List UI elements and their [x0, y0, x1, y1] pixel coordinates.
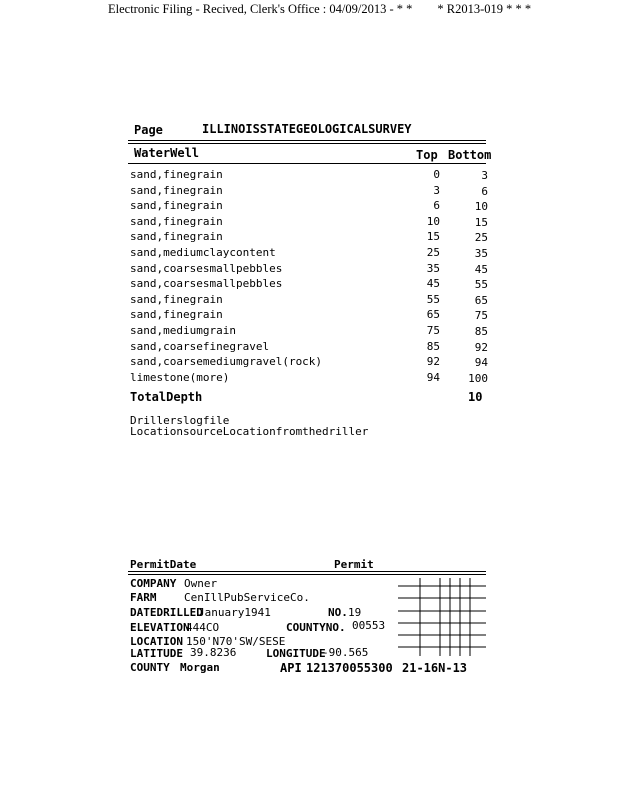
log-row-bottom: 45 — [474, 262, 488, 276]
section-label: WaterWell — [134, 146, 200, 160]
total-depth-value: 10 — [468, 390, 483, 404]
company-label: COMPANY — [130, 577, 177, 590]
col-top-header: Top — [416, 148, 438, 162]
log-row-top: 85 — [426, 339, 440, 353]
log-row-bottom: 100 — [468, 371, 488, 385]
permit-rule-top — [128, 571, 486, 572]
county-label: COUNTY — [130, 661, 170, 674]
header-rule-top — [128, 140, 486, 141]
longitude-label: LONGITUDE — [266, 647, 326, 660]
log-row-top: 75 — [426, 324, 440, 337]
log-row-top: 94 — [426, 370, 440, 384]
log-row-bottom: 92 — [474, 340, 488, 354]
log-row-desc: sand,coarsemediumgravel(rock) — [130, 355, 323, 369]
company-value: Owner — [184, 577, 218, 590]
date-drilled-label: DATEDRILLED — [130, 606, 203, 619]
log-row-desc: sand,finegrain — [130, 308, 223, 322]
log-row-top: 92 — [426, 355, 440, 369]
permit-date-label: PermitDate — [130, 558, 197, 571]
log-row-top: 55 — [426, 292, 440, 306]
log-row-bottom: 10 — [474, 200, 488, 214]
log-row-desc: sand,coarsesmallpebbles — [130, 261, 283, 275]
log-row-desc: sand,finegrain — [130, 230, 223, 244]
date-drilled-value: January1941 — [198, 606, 271, 619]
log-row-bottom: 35 — [474, 247, 488, 260]
permit-rule-bottom — [128, 574, 486, 575]
drillers-log: Drillerslogfile — [130, 414, 230, 427]
column-rule — [128, 163, 486, 164]
log-row-bottom: 3 — [481, 169, 488, 182]
log-row-bottom: 85 — [474, 325, 488, 338]
agency-title: ILLINOISSTATEGEOLOGICALSURVEY — [202, 122, 412, 136]
log-row-bottom: 94 — [474, 356, 488, 370]
log-row-desc: limestone(more) — [130, 370, 230, 384]
log-row-bottom: 15 — [474, 215, 488, 229]
permit-label: Permit — [334, 558, 374, 571]
total-depth-label: TotalDepth — [130, 390, 203, 404]
log-row-desc: sand,finegrain — [130, 292, 223, 306]
latitude-value: 39.8236 — [190, 646, 237, 659]
log-row-desc: sand,mediumclaycontent — [130, 246, 276, 259]
farm-value: CenIllPubServiceCo. — [184, 591, 310, 604]
log-row-desc: sand,coarsefinegravel — [130, 339, 270, 353]
api-value: 121370055300 — [306, 661, 393, 675]
county-no-value: 00553 — [352, 619, 386, 632]
no-label: NO. — [328, 606, 348, 619]
log-row-bottom: 65 — [474, 293, 488, 307]
log-row-top: 65 — [426, 308, 440, 322]
location-label: LOCATION — [130, 635, 183, 648]
log-row-top: 25 — [426, 246, 440, 259]
log-row-top: 35 — [426, 261, 440, 275]
log-row-bottom: 25 — [474, 231, 488, 245]
log-row-desc: sand,finegrain — [130, 199, 223, 213]
log-row-top: 3 — [433, 183, 440, 197]
elevation-value: 444CO — [186, 621, 220, 634]
farm-label: FARM — [130, 591, 157, 604]
latitude-label: LATITUDE — [130, 647, 183, 660]
log-row-bottom: 75 — [474, 309, 488, 323]
longitude-value: -90.565 — [322, 646, 369, 659]
api-label: API — [280, 661, 302, 675]
log-row-bottom: 55 — [474, 278, 488, 292]
log-row-desc: sand,finegrain — [130, 168, 223, 181]
log-row-bottom: 6 — [481, 184, 488, 198]
township-range: 21-16N-13 — [402, 661, 468, 675]
county-no-label: COUNTYNO. — [286, 621, 346, 634]
log-row-top: 15 — [426, 230, 440, 244]
location-value: 150'N70'SW/SESE — [186, 635, 286, 648]
section-grid — [398, 578, 486, 656]
log-row-top: 10 — [426, 214, 440, 228]
location-source: LocationsourceLocationfromthedriller — [130, 425, 369, 438]
no-value: 19 — [348, 606, 362, 619]
county-value: Morgan — [180, 661, 220, 674]
log-row-desc: sand,coarsesmallpebbles — [130, 277, 283, 291]
elevation-label: ELEVATION — [130, 621, 190, 634]
log-row-desc: sand,mediumgrain — [130, 324, 236, 337]
header-rule-bottom — [128, 143, 486, 144]
log-row-desc: sand,finegrain — [130, 183, 223, 197]
page-label: Page — [134, 123, 163, 137]
log-row-top: 45 — [426, 277, 440, 291]
log-row-top: 0 — [433, 168, 440, 181]
log-row-desc: sand,finegrain — [130, 214, 223, 228]
electronic-filing-stamp: Electronic Filing - Recived, Clerk's Office : 04/09/2013 - * * * R2013-019 * * * — [108, 2, 532, 16]
log-row-top: 6 — [433, 199, 440, 213]
col-bottom-header: Bottom — [448, 148, 492, 162]
